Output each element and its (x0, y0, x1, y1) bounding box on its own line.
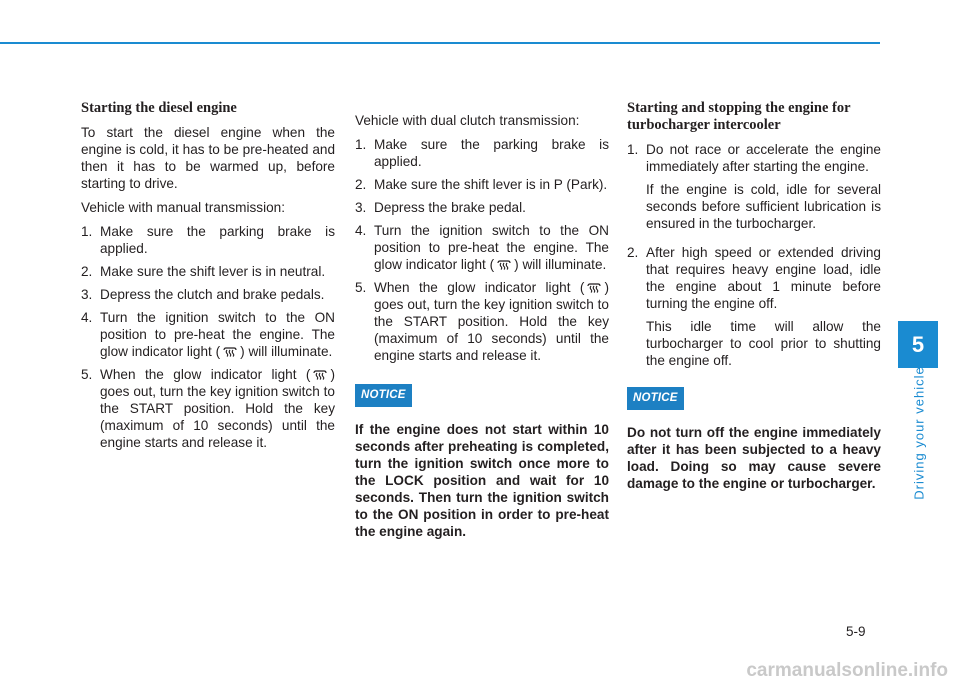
step-text-part: When the glow indicator light ( (100, 367, 311, 382)
glow-indicator-icon (223, 347, 237, 357)
step-text (374, 222, 609, 273)
list-item (81, 309, 335, 360)
step-text-part: Turn the ignition switch to the ON position to pre-heat the engine. The glow indicator light ( (374, 223, 609, 272)
watermark: carmanualsonline.info (746, 660, 948, 681)
column-3 (627, 100, 881, 499)
list-item (627, 244, 881, 375)
step-text: Depress the brake pedal. (374, 200, 526, 215)
step-text (100, 309, 335, 360)
chapter-tab (898, 321, 938, 368)
list-item (627, 141, 881, 238)
step-body (646, 244, 881, 375)
list-item (355, 199, 609, 216)
step-text: After high speed or extended driving that requires heavy engine load, idle the engine about 1 minute before turning the engine off. (646, 245, 881, 311)
step-text-part: ) will illuminate. (514, 257, 607, 272)
step-body (646, 141, 881, 238)
manual-transmission-subheading: Vehicle with manual transmission: (81, 200, 285, 215)
header-rule (0, 42, 880, 44)
step-text: Depress the clutch and brake pedals. (100, 287, 325, 302)
step-subtext: If the engine is cold, idle for several seconds before sufficient lubrication is ensured in the turbocharger. (646, 182, 881, 231)
section-heading: Starting and stopping the engine for turbocharger intercooler (627, 100, 851, 133)
step-number: 2. (627, 245, 639, 260)
list-item (355, 222, 609, 273)
step-text-part: ) goes out, turn the key ignition switch to the START position. Hold the key (maximum of 10 seconds) until the engine starts and release it. (374, 280, 609, 363)
notice-badge: NOTICE (627, 387, 684, 410)
notice-text: Do not turn off the engine immediately after it has been subjected to a heavy load. Doing so may cause severe damage to the engine or turbocharger. (627, 425, 881, 491)
list-item (81, 263, 335, 280)
list-item (355, 136, 609, 170)
chapter-number: 5 (911, 331, 925, 357)
chapter-title: Driving your vehicle (911, 366, 927, 500)
notice-badge: NOTICE (355, 384, 412, 407)
step-number: 5. (81, 367, 93, 382)
step-number: 4. (355, 223, 367, 238)
step-text-part: When the glow indicator light ( (374, 280, 585, 295)
list-item (81, 286, 335, 303)
column-2 (355, 112, 609, 547)
step-number: 4. (81, 310, 93, 325)
glow-indicator-icon (497, 260, 511, 270)
page-number: 5-9 (846, 624, 866, 639)
step-text: Make sure the parking brake is applied. (374, 137, 609, 169)
step-text: Make sure the shift lever is in neutral. (100, 264, 326, 279)
intro-paragraph: To start the diesel engine when the engine is cold, it has to be pre-heated and then it has to be warmed up, before starting to drive. (81, 125, 335, 191)
step-text-part: ) will illuminate. (240, 344, 333, 359)
step-text-part: Turn the ignition switch to the ON position to pre-heat the engine. The glow indicator light ( (100, 310, 335, 359)
step-number: 1. (627, 142, 639, 157)
step-text: Make sure the shift lever is in P (Park). (374, 177, 608, 192)
step-number: 1. (81, 224, 93, 239)
step-text: Do not race or accelerate the engine immediately after starting the engine. (646, 142, 881, 174)
step-text (374, 279, 609, 364)
step-number: 5. (355, 280, 367, 295)
glow-indicator-icon (587, 283, 601, 293)
step-subtext: This idle time will allow the turbocharger to cool prior to shutting the engine off. (646, 319, 881, 368)
step-number: 3. (355, 200, 367, 215)
notice-text: If the engine does not start within 10 seconds after preheating is completed, turn the ignition switch once more to the LOCK position and wait for 10 seconds. Then turn the ignition switch to the ON position in order to pre-heat the engine again. (355, 422, 609, 539)
list-item (81, 223, 335, 257)
step-number: 2. (355, 177, 367, 192)
step-text-part: ) goes out, turn the key ignition switch to the START position. Hold the key (maximum of 10 seconds) until the engine starts and release it. (100, 367, 335, 450)
step-text: Make sure the parking brake is applied. (100, 224, 335, 256)
step-number: 3. (81, 287, 93, 302)
dct-subheading: Vehicle with dual clutch transmission: (355, 113, 580, 128)
section-heading: Starting the diesel engine (81, 100, 237, 116)
step-number: 2. (81, 264, 93, 279)
step-text (100, 366, 335, 451)
list-item (355, 176, 609, 193)
column-1 (81, 100, 335, 457)
list-item (355, 279, 609, 364)
glow-indicator-icon (313, 370, 327, 380)
list-item (81, 366, 335, 451)
step-number: 1. (355, 137, 367, 152)
